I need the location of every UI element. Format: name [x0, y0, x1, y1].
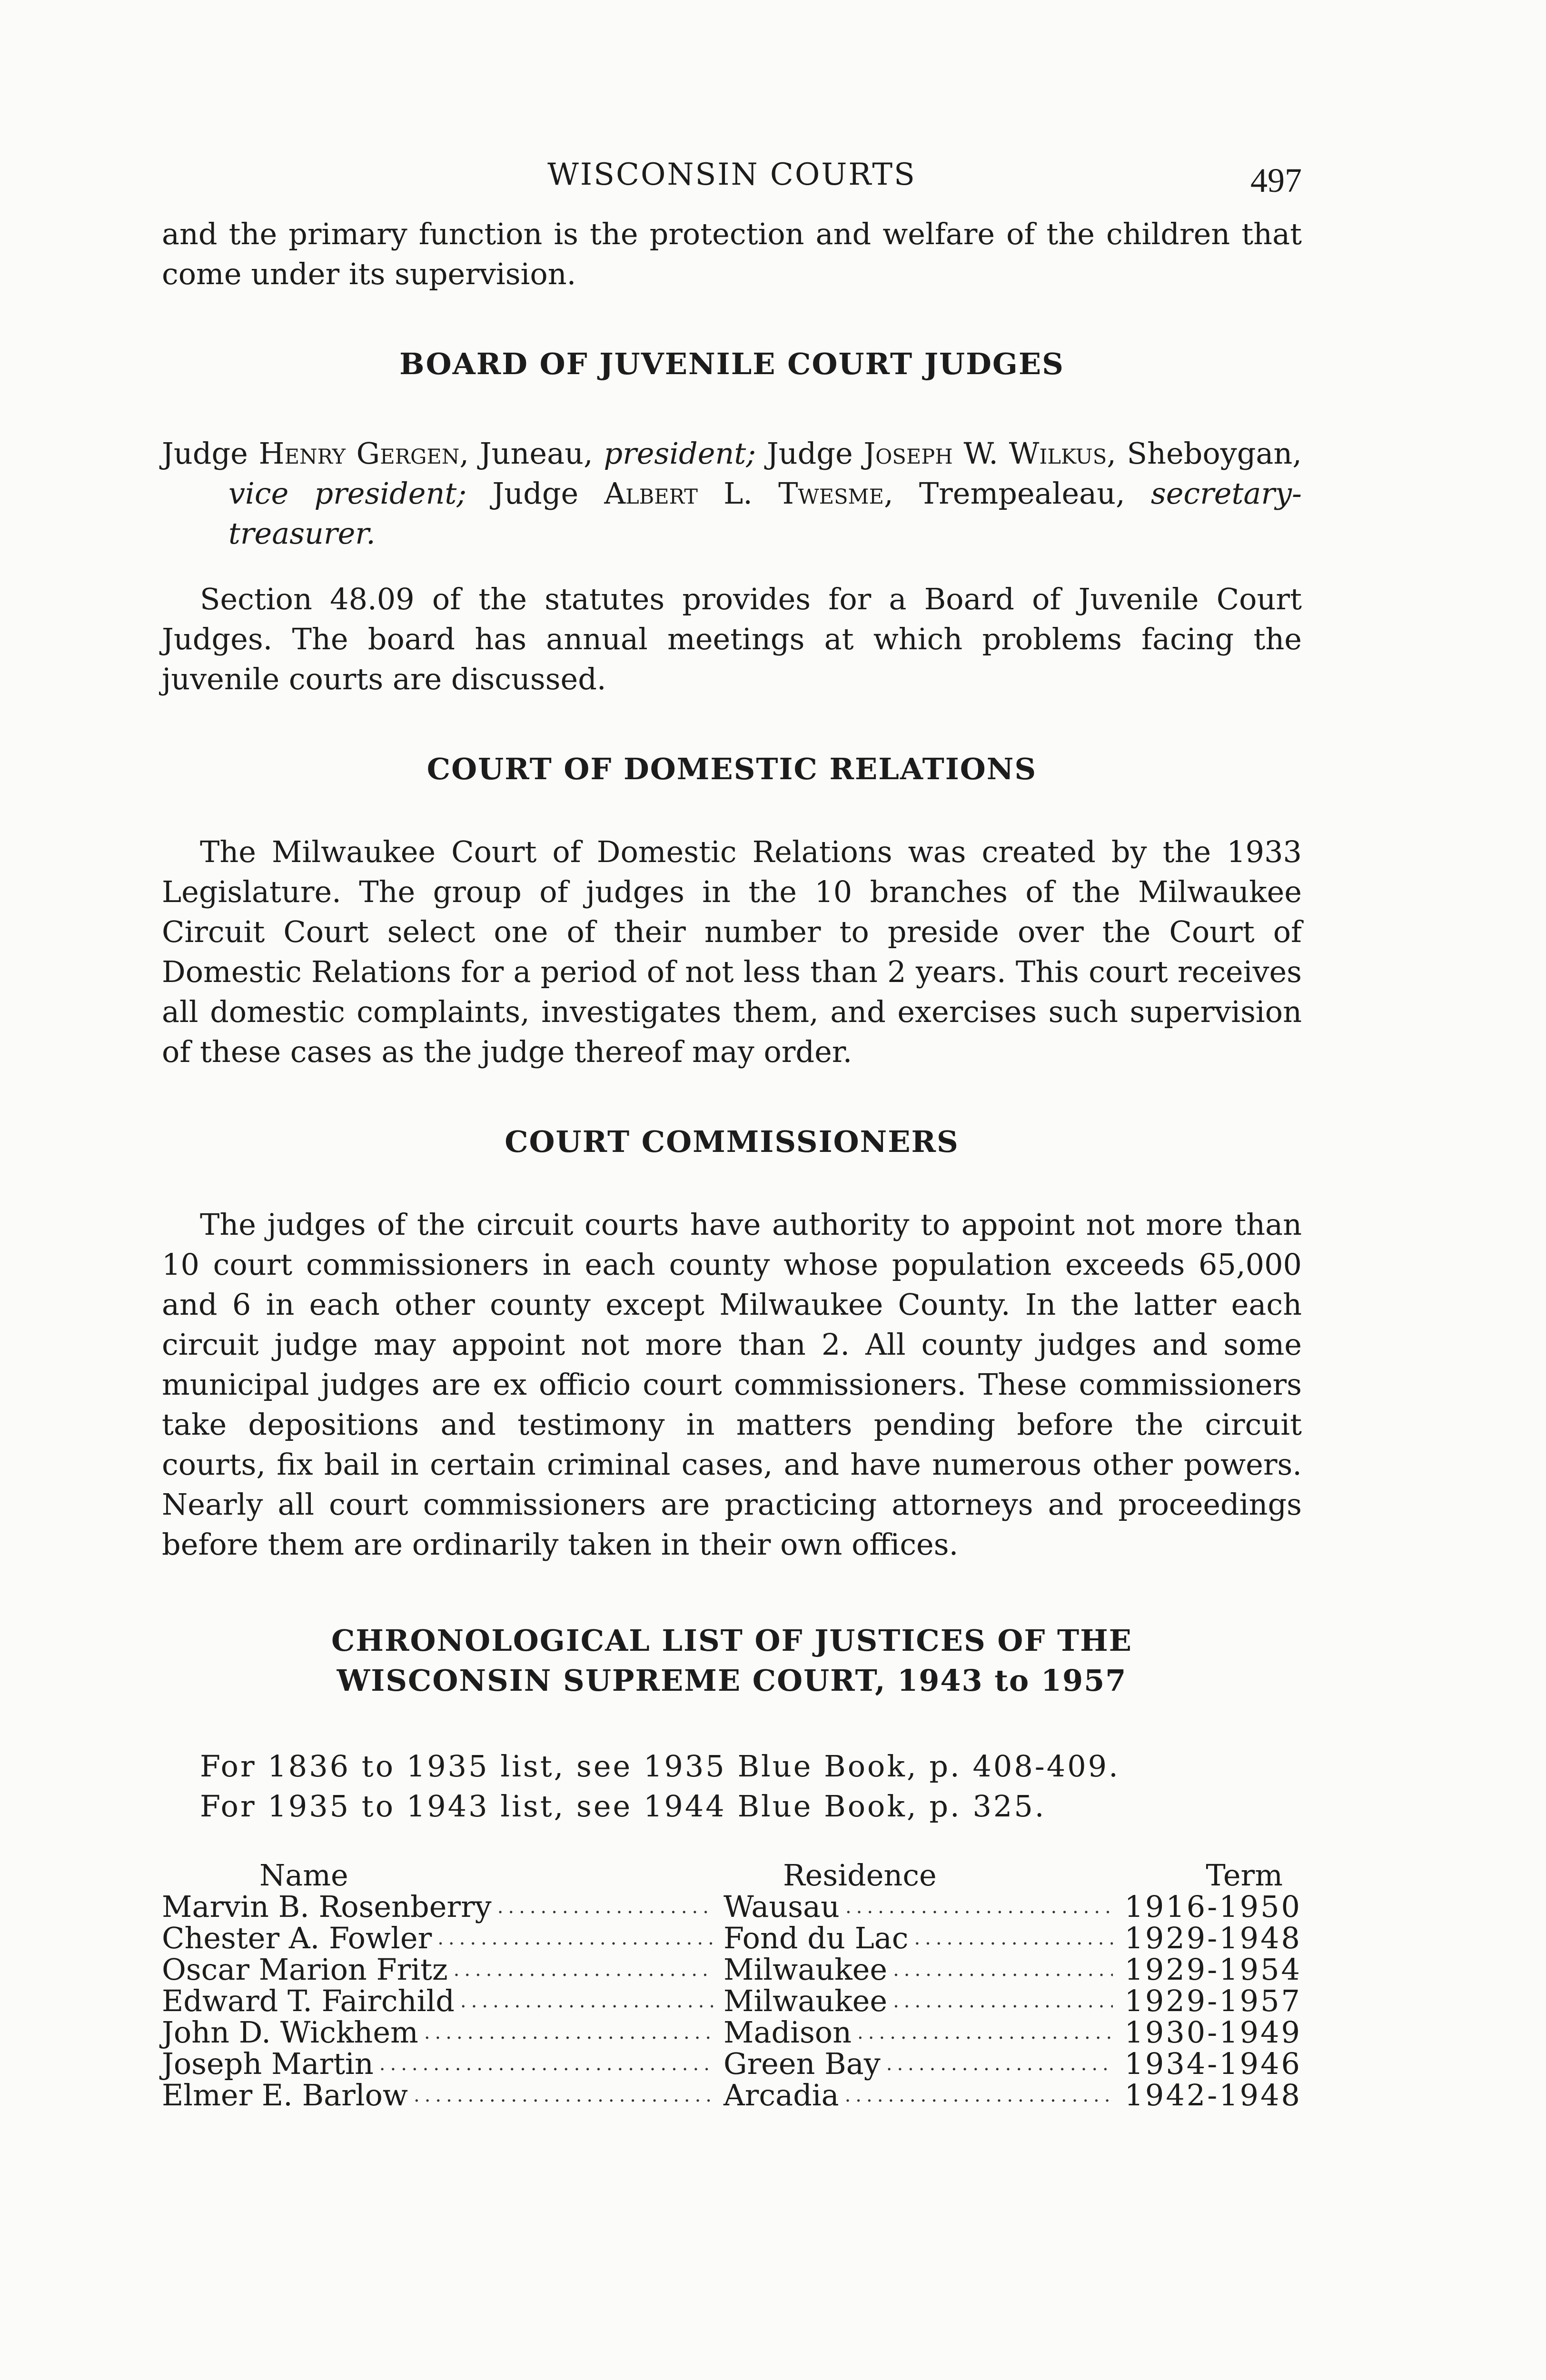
document-page — [162, 157, 1302, 2111]
board-paragraph: Section 48.09 of the statutes provides for a Board of Juvenile Court Judges. The board has annual meetings at which problems facing the juvenile courts are discussed. — [162, 582, 1302, 696]
justice-term: 1929-1957 — [1124, 1983, 1302, 2018]
domestic-relations-paragraph: The Milwaukee Court of Domestic Relations was created by the 1933 Legislature. The group of judges in the 10 branches of the Milwaukee Circuit Court select one of their number to preside over the Court of Domestic Relations for a period of not less than 2 years. This court receives all domestic complaints, investigates them, and exercises such supervision of these cases as the judge thereof may order. — [162, 834, 1302, 1069]
justice-residence: Arcadia — [723, 2078, 839, 2112]
board-members: Judge Henry Gergen, Juneau, president; Judge Joseph W. Wilkus, Sheboygan, vice president; Judge Albert L. Twesme, Trempealeau, secretary-treasurer. — [162, 436, 1302, 551]
table-row — [162, 2048, 1302, 2080]
continuation-paragraph: and the primary function is the protection and welfare of the children that come under its supervision. — [162, 217, 1302, 291]
justice-name: Edward T. Fairchild — [162, 1983, 455, 2018]
justice-term: 1942-1948 — [1124, 2078, 1302, 2112]
justices-list-heading — [162, 1621, 1302, 1701]
justice-name: Oscar Marion Fritz — [162, 1952, 448, 1987]
court-commissioners-heading: COURT COMMISSIONERS — [505, 1124, 959, 1159]
justice-term: 1930-1949 — [1124, 2015, 1302, 2050]
justice-residence: Madison — [723, 2015, 852, 2050]
page-number: 497 — [1250, 161, 1302, 199]
table-row — [162, 1985, 1302, 2017]
running-header — [162, 157, 1302, 214]
column-header-residence: Residence — [783, 1858, 937, 1893]
justice-name: Marvin B. Rosenberry — [162, 1889, 492, 1924]
reference-1935-1943: For 1935 to 1943 list, see 1944 Blue Book, p. 325. — [200, 1789, 1046, 1824]
justice-residence: Milwaukee — [723, 1983, 888, 2018]
court-commissioners-paragraph: The judges of the circuit courts have authority to appoint not more than 10 court commissioners in each county whose population exceeds 65,000 and 6 in each other county except Milwaukee County. In the latter each circuit judge may appoint not more than 2. All county judges and some municipal judges are ex officio court commissioners. These commissioners take depositions and testimony in matters pending before the circuit courts, fix bail in certain criminal cases, and have numerous other powers. Nearly all court commissioners are practicing attorneys and proceedings before them are ordinarily taken in their own offices. — [162, 1207, 1302, 1562]
justices-table-header — [162, 1860, 1302, 1891]
domestic-relations-heading: COURT OF DOMESTIC RELATIONS — [426, 752, 1037, 786]
reference-1836-1935: For 1836 to 1935 list, see 1935 Blue Book, p. 408-409. — [200, 1749, 1120, 1784]
table-row — [162, 1923, 1302, 1954]
justice-name: Joseph Martin — [162, 2046, 374, 2081]
justice-residence: Fond du Lac — [723, 1921, 909, 1955]
justice-term: 1929-1948 — [1124, 1921, 1302, 1955]
justice-term: 1929-1954 — [1124, 1952, 1302, 1987]
justice-term: 1934-1946 — [1124, 2046, 1302, 2081]
table-row — [162, 1891, 1302, 1923]
table-row — [162, 1954, 1302, 1985]
justice-residence: Green Bay — [723, 2046, 881, 2081]
table-row — [162, 2017, 1302, 2048]
justices-heading-line2: WISCONSIN SUPREME COURT, 1943 to 1957 — [337, 1663, 1127, 1698]
column-header-term: Term — [1206, 1858, 1283, 1893]
table-row — [162, 2080, 1302, 2111]
board-heading: BOARD OF JUVENILE COURT JUDGES — [399, 347, 1064, 381]
earlier-lists-references — [162, 1746, 1302, 1826]
running-title: WISCONSIN COURTS — [547, 157, 916, 192]
column-header-name: Name — [259, 1858, 348, 1893]
justice-term: 1916-1950 — [1124, 1889, 1302, 1924]
justice-residence: Milwaukee — [723, 1952, 888, 1987]
justices-table — [162, 1860, 1302, 2111]
justices-heading-line1: CHRONOLOGICAL LIST OF JUSTICES OF THE — [331, 1623, 1132, 1658]
justice-name: Elmer E. Barlow — [162, 2078, 408, 2112]
justice-name: John D. Wickhem — [162, 2015, 418, 2050]
justice-residence: Wausau — [723, 1889, 840, 1924]
justice-name: Chester A. Fowler — [162, 1921, 432, 1955]
